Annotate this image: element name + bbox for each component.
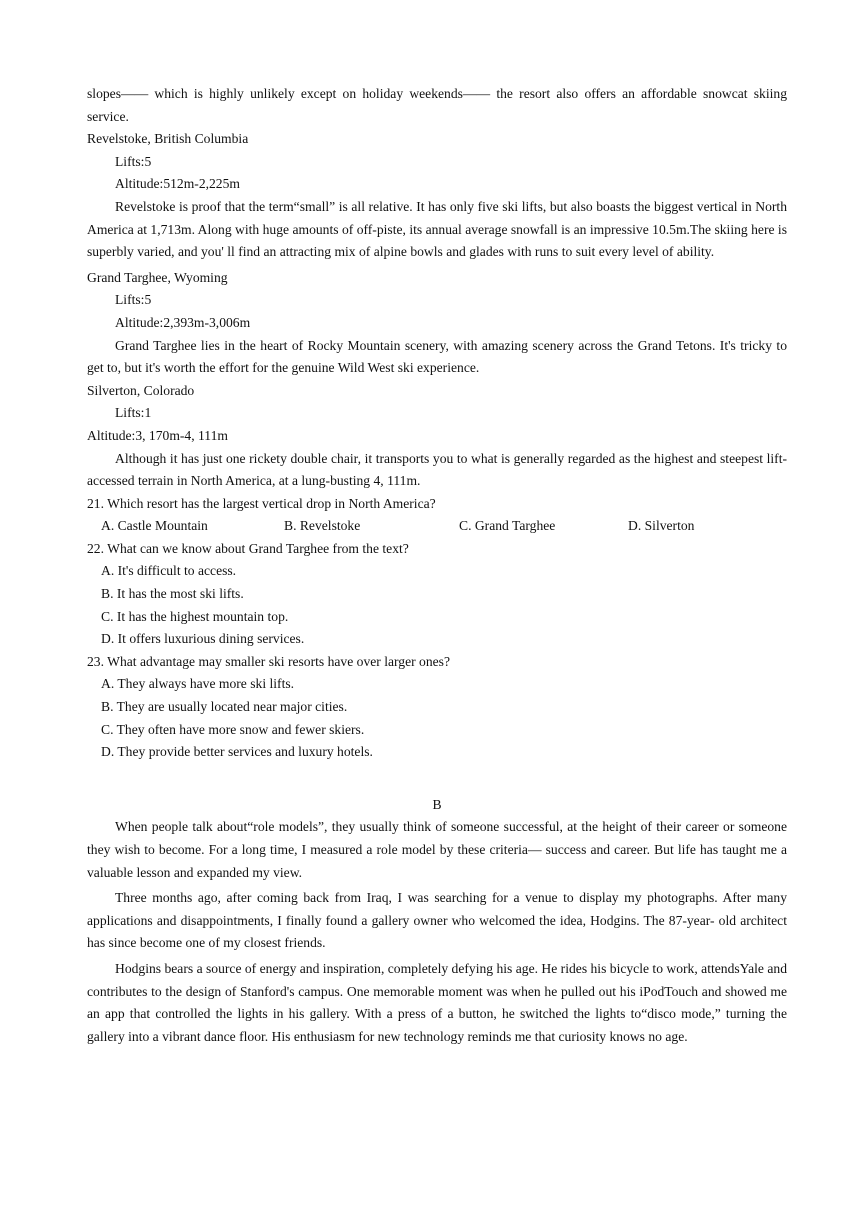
question-21-option-a: A. Castle Mountain xyxy=(101,518,208,534)
resort-lifts-grand-targhee: Lifts:5 xyxy=(115,292,152,308)
question-23-option-b: B. They are usually located near major cities. xyxy=(101,699,348,715)
question-21-stem: 21. Which resort has the largest vertical drop in North America? xyxy=(87,495,436,511)
question-22-stem: 22. What can we know about Grand Targhee from the text? xyxy=(87,540,409,556)
section-b-paragraph-2: Three months ago, after coming back from Iraq, I was searching for a venue to display my photographs. After many applications and disappointments, I finally found a gallery owner who welcomed the idea, Hodgins. The 87-year- old architect has since become one of my closest friends. xyxy=(87,890,787,951)
resort-lifts-silverton: Lifts:1 xyxy=(115,405,152,421)
resort-altitude-silverton: Altitude:3, 170m-4, 111m xyxy=(87,427,228,443)
question-23-stem: 23. What advantage may smaller ski resorts have over larger ones? xyxy=(87,653,451,669)
intro-continuation: slopes—— which is highly unlikely except on holiday weekends—— the resort also offers an affordable snowcat skiing service. xyxy=(87,86,787,124)
question-21-option-d: D. Silverton xyxy=(628,518,695,534)
resort-altitude-revelstoke: Altitude:512m-2,225m xyxy=(115,176,240,192)
section-spacer xyxy=(87,764,787,794)
resort-name-grand-targhee: Grand Targhee, Wyoming xyxy=(87,269,228,285)
question-22-option-d: D. It offers luxurious dining services. xyxy=(101,631,305,647)
question-21-options xyxy=(87,515,787,538)
section-b-heading: B xyxy=(432,796,442,812)
resort-name-silverton: Silverton, Colorado xyxy=(87,382,195,398)
question-21-option-b: B. Revelstoke xyxy=(284,518,361,534)
document-page xyxy=(87,83,787,1048)
section-b-paragraph-3: Hodgins bears a source of energy and inspiration, completely defying his age. He rides his bicycle to work, attendsYale and contributes to the design of Stanford's campus. One memorable moment was when he pulled out his iPodTouch and showed me an app that controlled the lights in his gallery. With a press of a button, he switched the lights to“disco mode,” turning the gallery into a vibrant dance floor. His enthusiasm for new technology reminds me that curiosity knows no age. xyxy=(87,960,787,1044)
resort-desc-grand-targhee: Grand Targhee lies in the heart of Rocky Mountain scenery, with amazing scenery across the Grand Tetons. It's tricky to get to, but it's worth the effort for the genuine Wild West ski experience. xyxy=(87,337,787,376)
question-21-option-c: C. Grand Targhee xyxy=(459,518,556,534)
resort-desc-revelstoke: Revelstoke is proof that the term“small” is all relative. It has only five ski lifts, but also boasts the biggest vertical in North America at 1,713m. Along with huge amounts of off-piste, its annual average snowfall is an impressive 10.5m.The skiing here is superbly varied, and you' ll find an attracting mix of alpine bowls and glades with runs to suit every level of ability. xyxy=(87,198,787,260)
section-b-paragraph-1: When people talk about“role models”, they usually think of someone successful, at the height of their career or someone they wish to become. For a long time, I measured a role model by these criteria— success and career. But life has taught me a valuable lesson and expanded my view. xyxy=(87,819,787,880)
question-23-option-d: D. They provide better services and luxury hotels. xyxy=(101,744,373,760)
resort-lifts-revelstoke: Lifts:5 xyxy=(115,153,152,169)
question-23-option-c: C. They often have more snow and fewer skiers. xyxy=(101,721,365,737)
question-22-option-c: C. It has the highest mountain top. xyxy=(101,608,289,624)
question-23-option-a: A. They always have more ski lifts. xyxy=(101,676,295,692)
resort-name-revelstoke: Revelstoke, British Columbia xyxy=(87,131,249,147)
resort-desc-silverton: Although it has just one rickety double chair, it transports you to what is generally regarded as the highest and steepest lift-accessed terrain in North America, at a lung-busting 4, 111m. xyxy=(87,450,787,489)
resort-altitude-grand-targhee: Altitude:2,393m-3,006m xyxy=(115,314,251,330)
question-22-option-b: B. It has the most ski lifts. xyxy=(101,586,244,602)
question-22-option-a: A. It's difficult to access. xyxy=(101,563,237,579)
